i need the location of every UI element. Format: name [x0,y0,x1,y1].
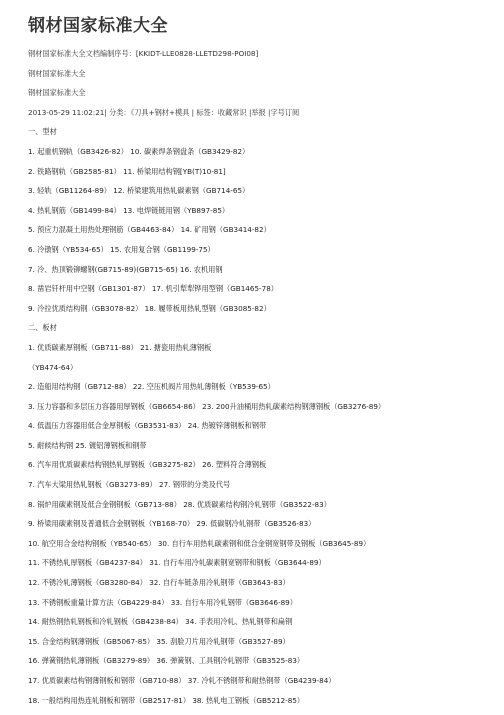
standard-line: 15. 合金结构钢薄钢板（GB5067-85） 35. 刮脸刀片用冷轧钢带（GB3527-89） [28,636,290,646]
standard-line: 8. 锅炉用碳素钢及低合金钢钢板（GB713-88） 28. 优质碳素结构钢冷轧钢带（GB3522-83） [28,499,331,509]
standard-line: 5. 耐候结构钢 25. 镀铝薄钢板和钢带 [28,440,147,450]
standard-line: 17. 优质碳素结构钢薄钢板和钢带（GB710-88） 37. 冷轧不锈钢带和耐热钢带（GB4239-84） [28,676,336,685]
standard-line: 12. 不锈冷轧薄钢板（GB3280-84） 32. 自行车链条用冷轧钢带（GB3643-83） [28,578,290,588]
document-serial-line: 钢材国家标准大全文档编制序号：[KKIDT-LLE0828-LLETD298-POI08] [28,49,259,58]
section-profiles [28,127,498,312]
document-post-info-line: 2013-05-29 11:02:21| 分类：《刀具+钢材+模具 | 标签：收藏常识 |举报 |字号订阅 [28,107,300,117]
standard-line: 6. 汽车用优质碳素结构钢热轧厚钢板（GB3275-82） 26. 塑料符合薄钢板 [28,460,267,470]
standard-line: 2. 造船用结构钢（GB712-88） 22. 空压机阀片用热轧薄钢板（YB539-65） [28,382,275,392]
section-plates [28,323,498,704]
standard-line: 6. 冷镦钢（YB534-65） 15. 农用复合钢（GB1199-75） [28,244,215,254]
standard-line: 8. 凿岩钎杆用中空钢（GB1301-87） 17. 机引犁犁铧用型钢（GB1465-78） [28,284,278,294]
standard-line: 10. 航空用合金结构钢板（YB540-65） 30. 自行车用热轧碳素钢和低合金钢宽钢带及钢板（GB3645-89） [28,538,371,548]
section-heading: 一、型材 [28,127,57,137]
standard-line: 9. 桥梁用碳素钢及普通低合金钢钢板（YB168-70） 29. 低碳钢冷轧钢带（GB3526-83） [28,519,316,529]
standard-line: 14. 耐热钢热轧钢板和冷轧钢板（GB4238-84） 34. 手表用冷轧、热轧钢带和扁钢 [28,617,293,627]
standard-line: 7. 汽车大梁用热轧钢板（GB3273-89） 27. 钢带的分类及代号 [28,480,231,490]
standard-line: 3. 轻轨（GB11264-89） 12. 桥梁建筑用热轧碳素钢（GB714-65） [28,186,250,196]
section-heading: 二、板材 [28,323,57,333]
standard-line: 4. 低温压力容器用低合金厚钢板（GB3531-83） 24. 热镀锌薄钢板和钢带 [28,421,267,431]
standard-line: 13. 不锈钢板重量计算方法（GB4229-84） 33. 自行车用冷轧钢带（GB3646-89） [28,597,297,607]
standard-line: 11. 不锈热轧厚钢板（GB4237-84） 31. 自行车用冷轧碳素钢宽钢带和钢板（GB3644-89） [28,558,326,568]
document-subtitle-line: 钢材国家标准大全 [28,88,86,98]
standard-line: 2. 铁路钢轨（GB2585-81） 11. 桥梁用结构钢[YB(T)10-81] [28,166,226,176]
standard-line-continuation: （YB474-64） [28,362,78,372]
document-subtitle-line: 钢材国家标准大全 [28,68,86,78]
standard-line: 7. 冷、热顶锻铆螺钢(GB715-89)(GB715-65) 16. 农机用钢 [28,264,223,274]
standard-line: 9. 冷拉优质结构钢（GB3078-82） 18. 履带板用热轧型钢（GB3085-82） [28,303,271,313]
standard-line: 3. 压力容器和多层压力容器用厚钢板（GB6654-86） 23. 200升油桶用热轧碳素结构钢薄钢板（GB3276-89） [28,401,386,411]
standard-line: 18. 一般结构用热连轧钢板和钢带（GB2517-81） 38. 热轧电工钢板（GB5212-85） [28,695,305,705]
document-title: 钢材国家标准大全 [28,16,168,36]
standard-line: 5. 预应力混凝土用热处理钢筋（GB4463-84） 14. 矿用钢（GB3414-82） [28,225,271,235]
standard-line: 4. 热轧钢筋（GB1499-84） 13. 电焊链链用钢（YB897-85） [28,205,230,215]
standard-line: 16. 弹簧钢热轧薄钢板（GB3279-89） 36. 弹簧钢、工具钢冷轧钢带（GB3525-83） [28,656,305,666]
standard-line: 1. 优质碳素厚钢板（GB711-88） 21. 搪瓷用热轧薄钢板 [28,342,212,352]
document-page [28,14,498,715]
standard-line: 1. 起重机钢轨（GB3426-82） 10. 碳素焊条钢盘条（GB3429-82） [28,146,250,156]
